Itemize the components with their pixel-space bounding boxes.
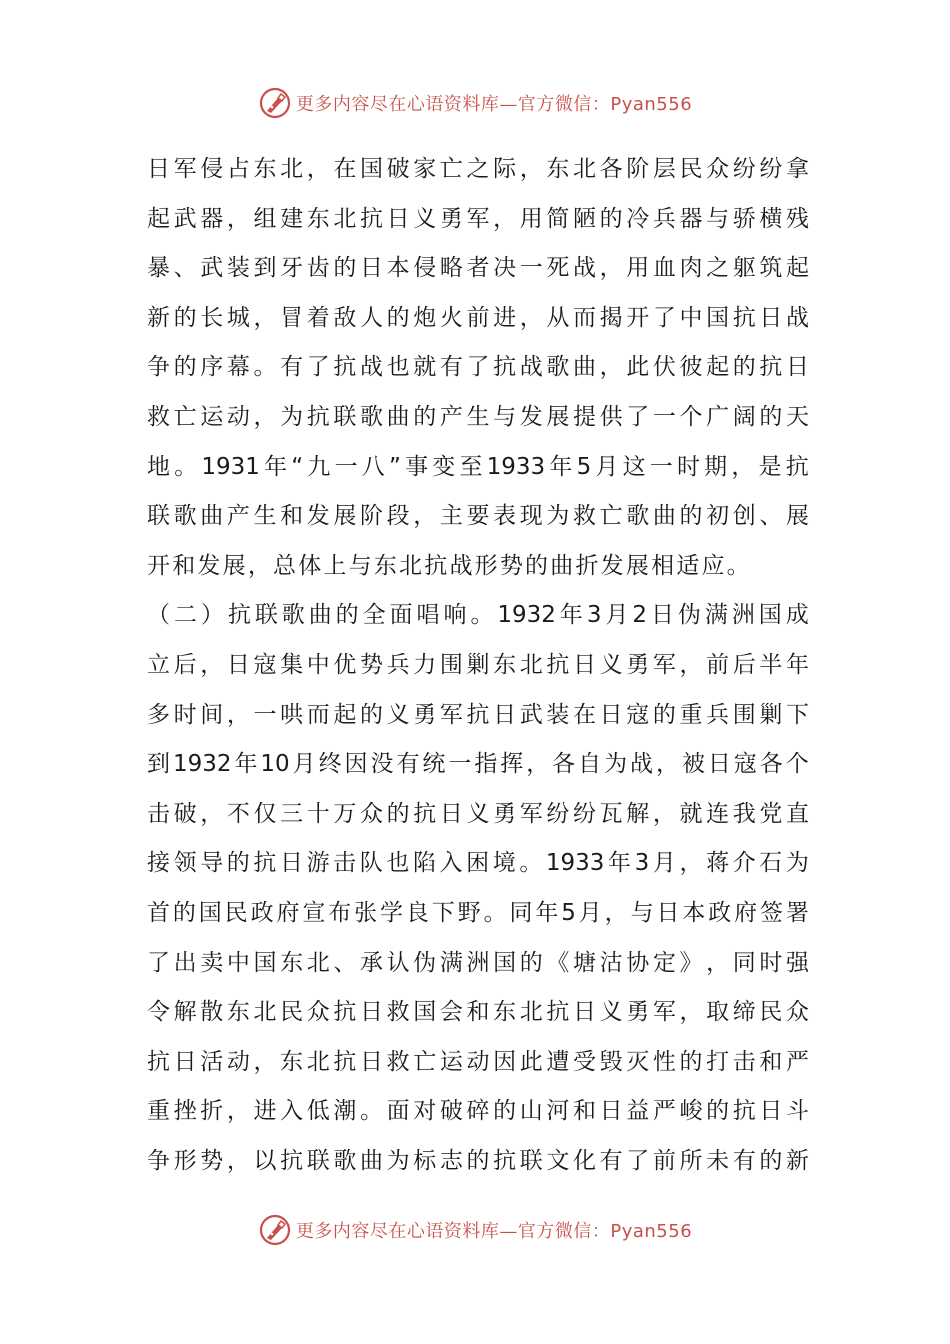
pen-nib-logo-icon [258,1213,292,1247]
text-line: 新 的 长 城 ， 冒 着 敌 人 的 炮 火 前 进 ， 从 而 揭 开 了 中 国 抗 日 战 [147,304,809,331]
text-line: 起 武 器 ， 组 建 东 北 抗 日 义 勇 军 ， 用 简 陋 的 冷 兵 器 与 骄 横 残 [147,205,809,232]
text-line: 日 军 侵 占 东 北 ， 在 国 破 家 亡 之 际 ， 东 北 各 阶 层 民 众 纷 纷 拿 [147,156,809,182]
header-wechat-id: Pyan556 [610,94,693,115]
text-line: 暴 、 武 装 到 牙 齿 的 日 本 侵 略 者 决 一 死 战 ， 用 血 肉 之 躯 筑 起 [147,255,809,282]
text-line: 击 破 ， 不 仅 三 十 万 众 的 抗 日 义 勇 军 纷 纷 瓦 解 ， 就 连 我 党 直 [147,800,809,827]
text-line: 令 解 散 东 北 民 众 抗 日 救 国 会 和 东 北 抗 日 义 勇 军 ， 取 缔 民 众 [147,999,809,1026]
footer-banner [0,1210,950,1250]
footer-wechat-id: Pyan556 [610,1221,693,1242]
text-line: 地 。 1931 年 “ 九 一 八 ” 事 变 至 1933 年 5 月 这 一 时 期 ， 是 抗 [147,453,809,480]
text-line: 救 亡 运 动 ， 为 抗 联 歌 曲 的 产 生 与 发 展 提 供 了 一 个 广 阔 的 天 [147,403,809,430]
text-line: 争 形 势 ， 以 抗 联 歌 曲 为 标 志 的 抗 联 文 化 有 了 前 所 未 有 的 新 [147,1147,809,1174]
pen-nib-logo-icon [258,86,292,120]
header-brand-label: 更多内容尽在心语资料库—官方微信： [295,94,611,115]
text-line: 开 和 发 展 ， 总 体 上 与 东 北 抗 战 形 势 的 曲 折 发 展 相 适 应 。 [147,552,752,579]
text-line: 重 挫 折 ， 进 入 低 潮 。 面 对 破 碎 的 山 河 和 日 益 严 峻 的 抗 日 斗 [147,1098,809,1125]
text-line: 首 的 国 民 政 府 宣 布 张 学 良 下 野 。 同 年 5 月 ， 与 日 本 政 府 签 署 [147,899,809,926]
text-line: 到 1932 年 10 月 终 因 没 有 统 一 指 挥 ， 各 自 为 战 ， 被 日 寇 各 个 [147,751,809,778]
text-line: 接 领 导 的 抗 日 游 击 队 也 陷 入 困 境 。 1933 年 3 月 ， 蒋 介 石 为 [147,850,809,877]
footer-brand-label: 更多内容尽在心语资料库—官方微信： [295,1221,611,1242]
text-line: 多 时 间 ， 一 哄 而 起 的 义 勇 军 抗 日 武 装 在 日 寇 的 重 兵 围 剿 下 [147,701,809,728]
document-body [147,145,809,1186]
header-banner [0,83,950,123]
text-line: 联 歌 曲 产 生 和 发 展 阶 段 ， 主 要 表 现 为 救 亡 歌 曲 的 初 创 、 展 [147,503,809,530]
footer-brand-text [296,1217,692,1243]
text-line: 立 后 ， 日 寇 集 中 优 势 兵 力 围 剿 东 北 抗 日 义 勇 军 ， 前 后 半 年 [147,651,809,678]
text-line: 抗 日 活 动 ， 东 北 抗 日 救 亡 运 动 因 此 遭 受 毁 灭 性 的 打 击 和 严 [147,1048,809,1075]
text-line: 了 出 卖 中 国 东 北 、 承 认 伪 满 洲 国 的 《 塘 沽 协 定 》 ， 同 时 强 [147,949,809,976]
text-line: 争 的 序 幕 。 有 了 抗 战 也 就 有 了 抗 战 歌 曲 ， 此 伏 彼 起 的 抗 日 [147,354,809,381]
text-line: （ 二 ） 抗 联 歌 曲 的 全 面 唱 响 。 1932 年 3 月 2 日 伪 满 洲 国 成 [147,602,809,629]
header-brand-text [296,90,692,116]
